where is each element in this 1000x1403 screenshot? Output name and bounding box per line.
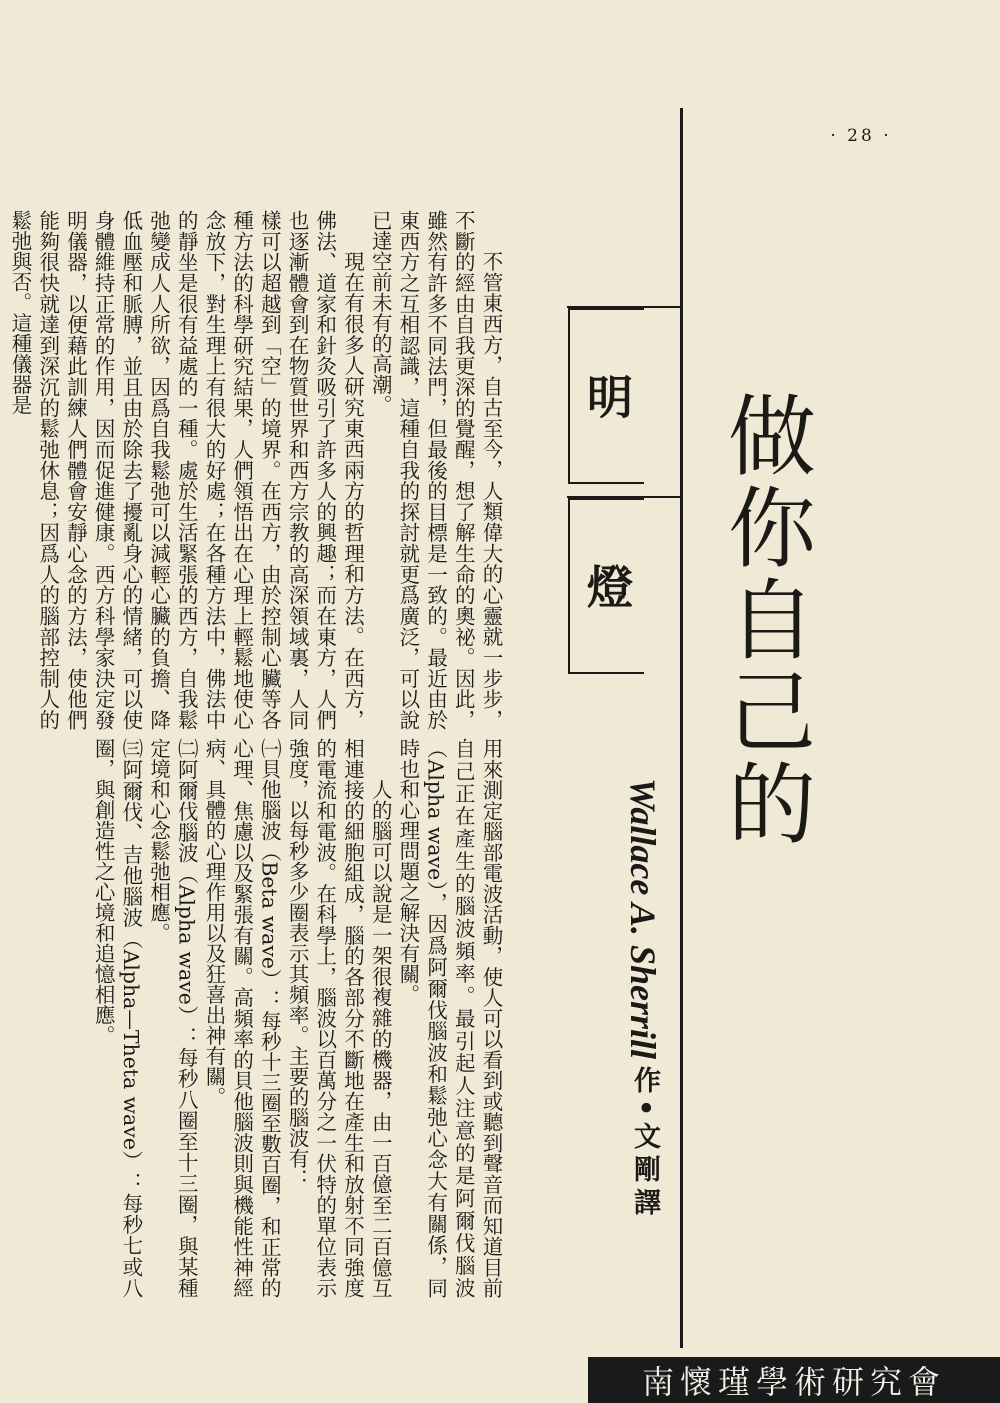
column-title-char-2: 燈	[568, 498, 644, 674]
page-number: · 28 ·	[830, 126, 892, 146]
watermark-banner: 南懷瑾學術研究會	[588, 1357, 1000, 1403]
article-title: 做你自己的	[714, 390, 817, 850]
paragraph: ㈢阿爾伐、吉他腦波（Alpha—Theta wave）：每秒七或八圈，與創造性之心境和追憶相應。	[91, 738, 143, 1298]
translator-credit: 作•文剛譯	[629, 1066, 660, 1222]
paragraph: 用來測定腦部電波活動，使人可以看到或聽到聲音而知道目前自己正在產生的腦波頻率。最引起人注意的是阿爾伐腦波（Alpha wave），因爲阿爾伐腦波和鬆弛心念大有關係，同時也和心理問題之解決有關。	[395, 738, 503, 1298]
author-name: Wallace A. Sherrill	[623, 778, 663, 1060]
paragraph: 現在有很多人研究東西兩方的哲理和方法。在西方，佛法、道家和針灸吸引了許多人的興趣；而在東方，人們也逐漸體會到在物質世界和西方宗教的高深領域裏，人同樣可以超越到「空」的境界。在西方，由於控制心臟等各種方法的科學研究結果，人們領悟出在心理上輕鬆地使心念放下，對生理上有很大的好處；在各種方法中，佛法中的靜坐是很有益處的一種。處於生活緊張的西方，自我鬆弛變成人人所欲，因爲自我鬆弛可以減輕心臟的負擔、降低血壓和脈膊，並且由於除去了擾亂身心的情緒，可以使身體維持正常的作用，因而促進健康。西方科學家決定發明儀器，以便藉此訓練人們體會安靜心念的方法，使他們能夠很快就達到深沉的鬆弛休息；因爲人的腦部控制人的鬆弛與否。這種儀器是	[8, 210, 365, 730]
paragraph: ㈡阿爾伐腦波（Alpha wave）：每秒八圈至十三圈，與某種定境和心念鬆弛相應。	[146, 738, 199, 1298]
body-text-part-2	[91, 738, 504, 1298]
column-title-char-1: 明	[568, 308, 644, 484]
paragraph: 不管東西方，自古至今，人類偉大的心靈就一步步，不斷的經由自我更深的覺醒，想了解生命的奧祕。因此，雖然有許多不同法門，但最後的目標是一致的。最近由於東西方之互相認識，這種自我的探討就更爲廣泛，可以說已達空前未有的高潮。	[368, 210, 503, 730]
paragraph: 人的腦可以說是一架很複雜的機器，由一百億至二百億互相連接的細胞組成，腦的各部分不斷地在產生和放射不同強度的電流和電波。在科學上，腦波以百萬分之一伏特的單位表示強度，以每秒多少圈表示其頻率。主要的腦波有：	[285, 738, 393, 1298]
body-text-part-1	[8, 210, 504, 730]
paragraph: ㈠貝他腦波（Beta wave）：每秒十三圈至數百圈，和正常的心理、焦慮以及緊張有關。高頻率的貝他腦波則與機能性神經病、具體的心理作用以及狂喜出神有關。	[201, 738, 282, 1298]
vertical-rule	[680, 108, 683, 1348]
